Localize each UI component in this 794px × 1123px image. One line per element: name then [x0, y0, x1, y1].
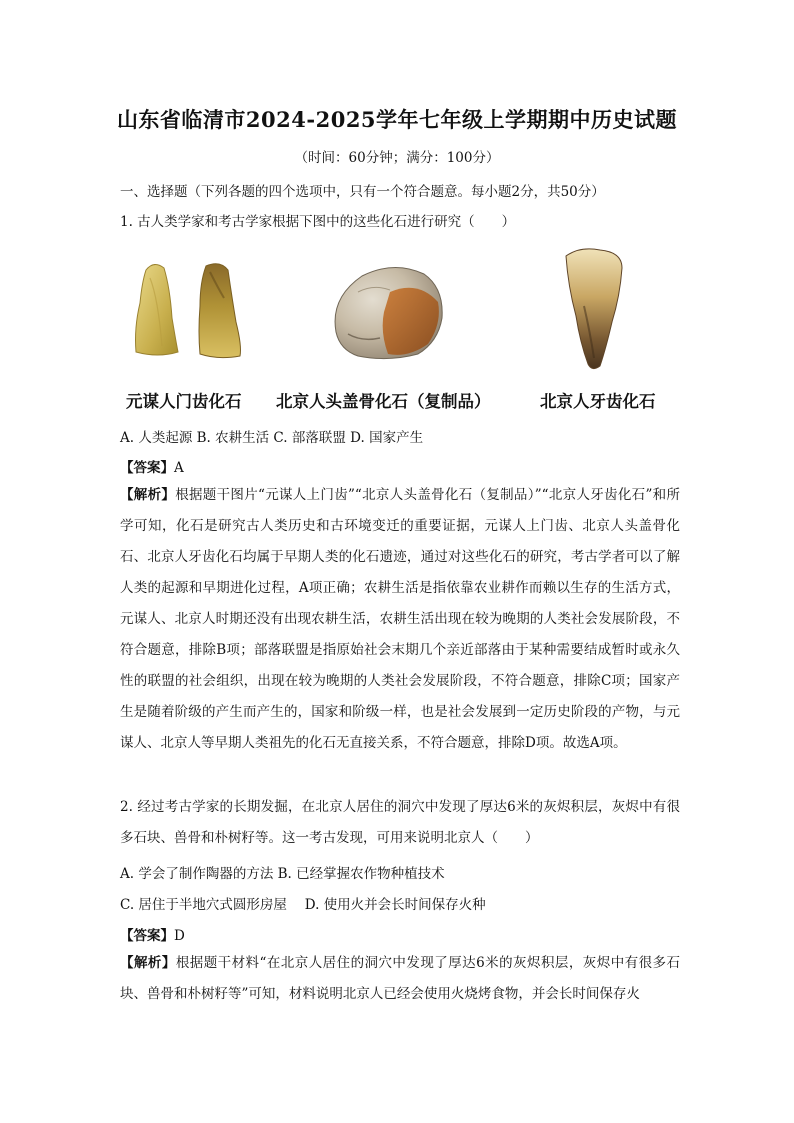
peking-man-skull-fossil-image: [328, 262, 446, 362]
figure-caption-tooth: 北京人牙齿化石: [540, 392, 656, 411]
question-2-stem: 2. 经过考古学家的长期发掘，在北京人居住的洞穴中发现了厚达6米的灰烬积层，灰烬中有很多石块、兽骨和朴树籽等。这一考古发现，可用来说明北京人（ ）: [120, 799, 680, 846]
answer-label: 【答案】: [120, 460, 174, 476]
question-2-options-cd: C. 居住于半地穴式圆形房屋 D. 使用火并会长时间保存火种: [120, 897, 486, 913]
peking-man-tooth-fossil-image: [560, 246, 628, 372]
question-1-analysis: [120, 480, 680, 759]
question-1-options: A. 人类起源 B. 农耕生活 C. 部落联盟 D. 国家产生: [120, 430, 424, 446]
question-1-stem: 1. 古人类学家和考古学家根据下图中的这些化石进行研究（ ）: [120, 214, 516, 230]
analysis-label: 【解析】: [120, 487, 176, 503]
section-heading: 一、选择题（下列各题的四个选项中，只有一个符合题意。每小题2分，共50分）: [120, 184, 605, 200]
exam-time-score: （时间：60分钟；满分：100分）: [294, 150, 500, 166]
yuanmou-incisor-fossil-image: [128, 258, 248, 362]
figure-caption-skull: 北京人头盖骨化石（复制品）: [276, 392, 491, 411]
answer-label: 【答案】: [120, 928, 174, 944]
page-title: 山东省临清市2024-2025学年七年级上学期期中历史试题: [116, 107, 678, 132]
question-2-answer: [120, 924, 680, 944]
figure-caption-yuanmou: 元谋人门齿化石: [126, 392, 242, 411]
answer-value: A: [174, 460, 184, 476]
analysis-text: 根据题干材料“在北京人居住的洞穴中发现了厚达6米的灰烬积层，灰烬中有很多石块、兽骨和朴树籽等”可知，材料说明北京人已经会使用火烧烤食物，并会长时间保存火: [120, 955, 681, 1002]
answer-value: D: [174, 928, 185, 944]
analysis-text: 根据题干图片“元谋人上门齿”“北京人头盖骨化石（复制品）”“北京人牙齿化石”和所学可知，化石是研究古人类历史和古环境变迁的重要证据，元谋人上门齿、北京人头盖骨化石、北京人牙齿化石均属于早期人类的化石遗迹，通过对这些化石的研究，考古学者可以了解人类的起源和早期进化过程，A项正确；农耕生活是指依靠农业耕作而赖以生存的生活方式，元谋人、北京人时期还没有出现农耕生活，农耕生活出现在较为晚期的人类社会发展阶段，不符合题意，排除B项；部落联盟是指原始社会末期几个亲近部落由于某种需要结成暂时或永久性的联盟的社会组织，出现在较为晚期的人类社会发展阶段，不符合题意，排除C项；国家产生是随着阶级的产生而产生的，国家和阶级一样，也是社会发展到一定历史阶段的产物，与元谋人、北京人等早期人类祖先的化石无直接关系，不符合题意，排除D项。故选A项。: [120, 487, 680, 751]
question-2-analysis: [120, 948, 680, 1010]
question-2-options-ab: A. 学会了制作陶器的方法 B. 已经掌握农作物种植技术: [120, 866, 445, 882]
analysis-label: 【解析】: [120, 955, 176, 971]
question-1-answer: [120, 456, 680, 476]
